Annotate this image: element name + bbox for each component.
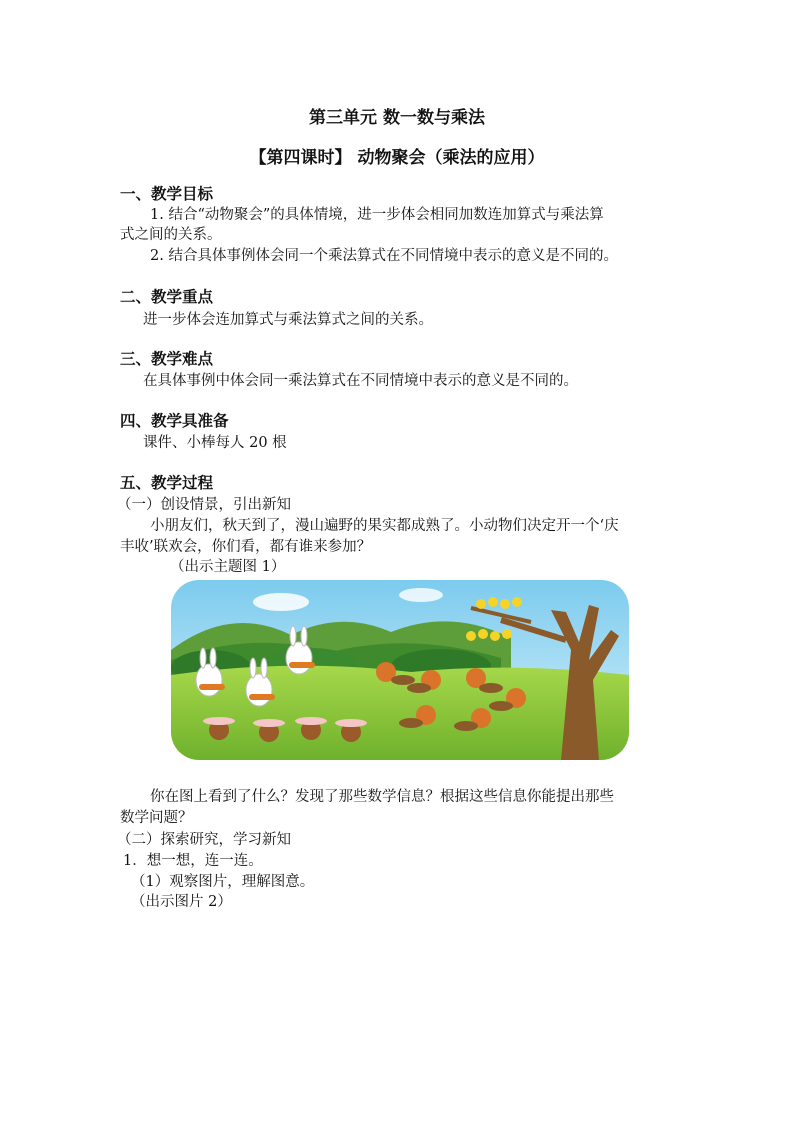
intro-line1: 小朋友们，秋天到了，漫山遍野的果实都成熟了。小动物们决定开一个‘庆 (150, 518, 619, 534)
step1-title: （一）创设情景，引出新知 (117, 497, 291, 513)
difficulty-heading: 三、教学难点 (120, 350, 214, 368)
prep-text: 课件、小棒每人 20 根 (143, 435, 287, 451)
sub-step-1a: （1）观察图片，理解图意。 (131, 874, 315, 890)
intro-line2: 丰收’联欢会，你们看，都有谁来参加？ (120, 539, 372, 555)
goal1-line2: 式之间的关系。 (120, 227, 222, 243)
unit-title: 第三单元 数一数与乘法 (309, 108, 485, 128)
goal2: 2. 结合具体事例体会同一个乘法算式在不同情境中表示的意义是不同的。 (150, 248, 618, 264)
sub-step-1: 1．想一想，连一连。 (123, 853, 263, 869)
lesson-title: 【第四课时】 动物聚会（乘法的应用） (249, 148, 545, 168)
show-pic1: （出示主题图 1） (170, 559, 286, 575)
key-text: 进一步体会连加算式与乘法算式之间的关系。 (143, 312, 433, 328)
question-line1: 你在图上看到了什么？发现了那些数学信息？根据这些信息你能提出那些 (150, 789, 614, 805)
goal1-line1: 1. 结合“动物聚会”的具体情境，进一步体会相同加数连加算式与乘法算 (150, 207, 604, 223)
difficulty-text: 在具体事例中体会同一乘法算式在不同情境中表示的意义是不同的。 (143, 373, 578, 389)
animal-party-illustration (171, 580, 629, 760)
goals-heading: 一、教学目标 (120, 185, 214, 203)
process-heading: 五、教学过程 (120, 474, 214, 492)
step2-title: （二）探索研究，学习新知 (117, 832, 291, 848)
question-line2: 数学问题？ (120, 810, 193, 826)
key-heading: 二、教学重点 (120, 288, 214, 306)
prep-heading: 四、教学具准备 (120, 412, 229, 430)
show-pic2: （出示图片 2） (131, 894, 232, 910)
